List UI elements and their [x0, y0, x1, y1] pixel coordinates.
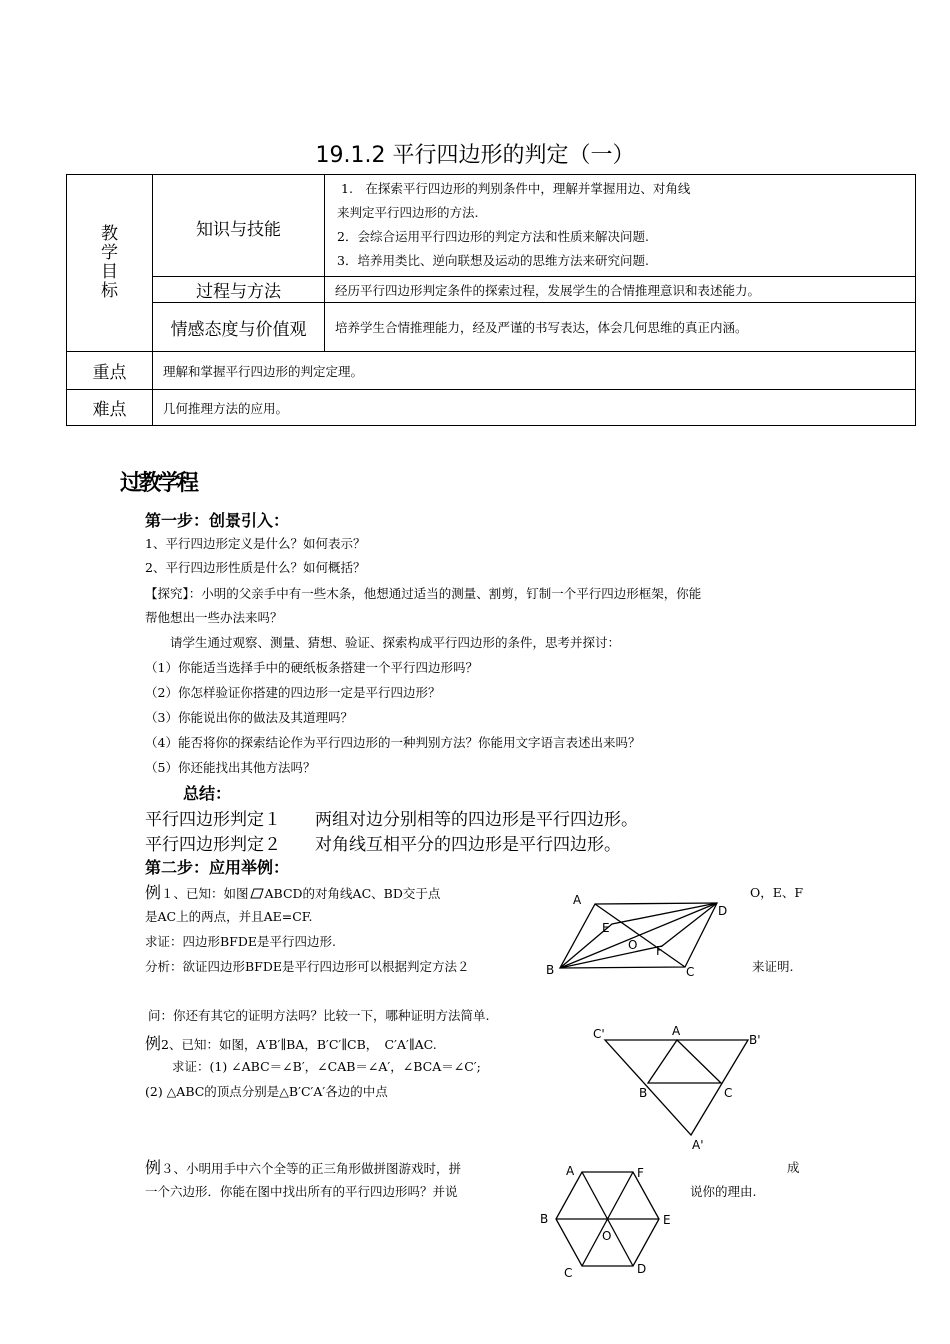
emotion-content: 培养学生合情推理能力，经及严谨的书写表达，体会几何思维的真正内涵。	[325, 303, 916, 352]
knowledge-line: 1. 在探索平行四边形的判别条件中，理解并掌握用边、对角线	[341, 181, 691, 196]
figure-parallelogram	[540, 888, 740, 980]
objectives-label-char: 教	[101, 224, 118, 244]
example-1-text-right: O，E、F	[750, 885, 804, 900]
example-2-prove-2: (2) △ABC的顶点分别是△B′C′A′各边的中点	[145, 1084, 388, 1099]
example-1-condition: 是AC上的两点，并且AE=CF.	[145, 909, 313, 924]
page-title: 19.1.2 平行四边形的判定（一）	[315, 143, 635, 168]
knowledge-content	[325, 175, 916, 277]
figure-triangles	[588, 1020, 778, 1155]
difficulty-content: 几何推理方法的应用。	[153, 390, 916, 426]
fig2-label: A	[672, 1024, 681, 1038]
objectives-table	[66, 174, 916, 426]
explore-text-2: 帮他想出一些办法来吗？	[145, 610, 283, 625]
example-2-prove: 求证：(1) ∠ABC＝∠B′，∠CAB＝∠A′，∠BCA＝∠C′;	[172, 1059, 481, 1074]
fig1-label: B	[546, 963, 555, 977]
fig3-label: A	[566, 1164, 575, 1178]
process-heading: 过教学程	[120, 471, 197, 496]
fig3-label: F	[637, 1166, 644, 1180]
example-1-prove: 求证：四边形BFDE是平行四边形.	[145, 934, 336, 949]
key-point-content: 理解和掌握平行四边形的判定定理。	[153, 352, 916, 390]
fig3-label: O	[602, 1229, 612, 1243]
example-1-analysis-right: 来证明.	[752, 959, 794, 974]
step1-heading: 第一步：创景引入：	[145, 511, 290, 530]
fig1-label: F	[656, 944, 663, 958]
example-3-text: ３、小明用手中六个全等的正三角形做拼图游戏时，拼	[161, 1161, 462, 1176]
theorem-1: 平行四边形判定１ 两组对边分别相等的四边形是平行四边形。	[145, 810, 638, 830]
explore-item: （2）你怎样验证你搭建的四边形一定是平行四边形？	[145, 685, 441, 700]
objectives-label	[67, 175, 153, 352]
fig1-label: C	[686, 965, 695, 979]
example-2-line	[145, 1031, 437, 1054]
knowledge-line: 2．会综合运用平行四边形的判定方法和性质来解决问题.	[337, 229, 649, 244]
fig1-label: O	[628, 938, 638, 952]
fig3-label: D	[637, 1262, 647, 1276]
example-3-text-right: 成	[787, 1160, 800, 1175]
objectives-label-char: 目	[101, 262, 118, 282]
key-point-label: 重点	[67, 352, 153, 390]
fig1-label: E	[602, 921, 610, 935]
explore-item: （3）你能说出你的做法及其道理吗？	[145, 710, 353, 725]
example-2-text: 2、已知：如图，A′B′∥BA，B′C′∥CB， C′A′∥AC.	[161, 1037, 437, 1052]
theorem-2: 平行四边形判定２ 对角线互相平分的四边形是平行四边形。	[145, 835, 621, 855]
parallelogram-icon	[250, 888, 264, 899]
example-1-text: ABCD的对角线AC、BD交于点	[264, 886, 441, 901]
difficulty-label: 难点	[67, 390, 153, 426]
step2-heading: 第二步：应用举例：	[145, 858, 290, 877]
knowledge-line: 3．培养用类比、逆向联想及运动的思维方法来研究问题.	[337, 253, 649, 268]
fig2-label: B'	[749, 1033, 761, 1047]
objectives-label-char: 学	[101, 243, 118, 263]
fig1-label: D	[718, 904, 728, 918]
fig2-label: A'	[692, 1138, 704, 1152]
knowledge-label: 知识与技能	[153, 175, 325, 277]
explore-item: （4）能否将你的探索结论作为平行四边形的一种判别方法？你能用文字语言表述出来吗？	[145, 735, 641, 750]
example-1-text: １、已知：如图	[161, 886, 249, 901]
example-label: 例	[145, 1158, 162, 1177]
fig2-label: C	[724, 1086, 733, 1100]
fig1-label: A	[573, 893, 582, 907]
explore-text: 【探究】：小明的父亲手中有一些木条，他想通过适当的测量、割剪，钉制一个平行四边形框架，你能	[145, 586, 702, 601]
fig3-label: E	[663, 1213, 671, 1227]
fig3-label: C	[564, 1266, 573, 1280]
example-1-question: 问：你还有其它的证明方法吗？比较一下，哪种证明方法简单.	[148, 1008, 490, 1023]
example-1-analysis: 分析：欲证四边形BFDE是平行四边形可以根据判定方法２	[145, 959, 470, 974]
question-1: 1、平行四边形定义是什么？如何表示？	[145, 536, 366, 551]
process-label: 过程与方法	[153, 277, 325, 303]
example-3-text-2-right: 说你的理由.	[690, 1184, 757, 1199]
emotion-label: 情感态度与价值观	[153, 303, 325, 352]
process-content: 经历平行四边形判定条件的探索过程，发展学生的合情推理意识和表述能力。	[325, 277, 916, 303]
explore-instruction: 请学生通过观察、测量、猜想、验证、探索构成平行四边形的条件，思考并探讨：	[170, 635, 621, 650]
example-label: 例	[145, 883, 162, 902]
fig3-label: B	[540, 1212, 549, 1226]
objectives-label-char: 标	[101, 281, 118, 301]
example-3-line	[145, 1155, 461, 1178]
knowledge-line: 来判定平行四边形的方法.	[337, 205, 479, 220]
example-label: 例	[145, 1034, 162, 1053]
summary-label: 总结：	[183, 784, 232, 803]
fig2-label: B	[639, 1086, 648, 1100]
figure-hexagon	[535, 1160, 685, 1280]
explore-item: （5）你还能找出其他方法吗？	[145, 760, 316, 775]
example-1-line	[145, 880, 440, 903]
question-2: 2、平行四边形性质是什么？如何概括？	[145, 560, 366, 575]
explore-item: （1）你能适当选择手中的硬纸板条搭建一个平行四边形吗？	[145, 660, 478, 675]
fig2-label: C'	[593, 1027, 605, 1041]
example-3-text-2: 一个六边形．你能在图中找出所有的平行四边形吗？并说	[145, 1184, 458, 1199]
